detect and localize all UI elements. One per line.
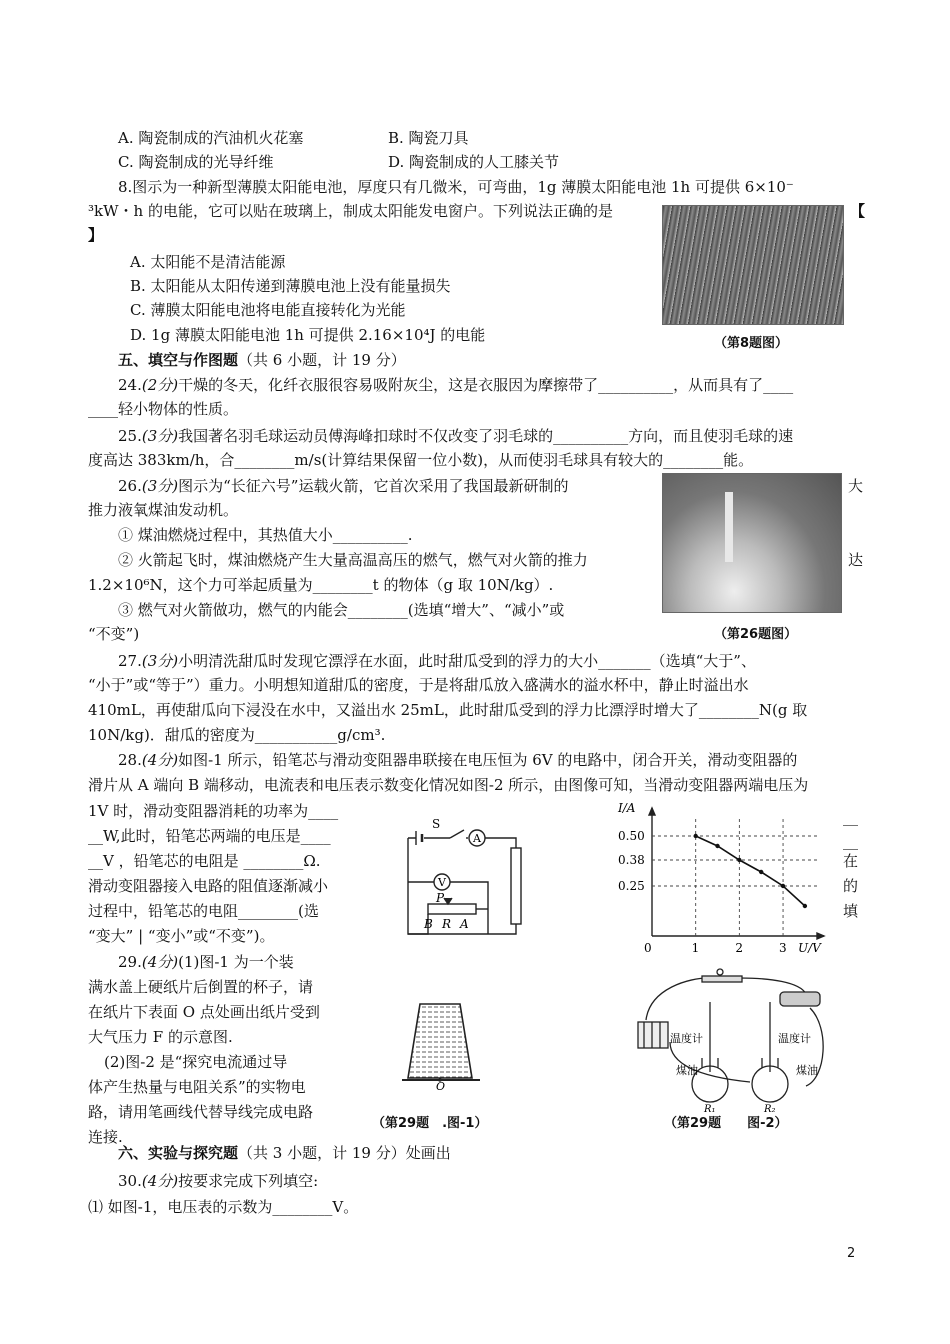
graph-point-0 <box>693 834 697 838</box>
q29-figure1-caption: （第29题 .图-1） <box>372 1116 488 1131</box>
q8-bracket-open: 【 <box>850 202 866 220</box>
q8-option-d: D. 1g 薄膜太阳能电池 1h 可提供 2.16×10⁴J 的电能 <box>130 326 486 344</box>
circuit-label-voltmeter: V <box>438 876 446 889</box>
q24-line2: ____轻小物体的性质。 <box>88 400 239 418</box>
q27-text: 小明清洗甜瓜时发现它漂浮在水面，此时甜瓜受到的浮力的大小_______（选填“大于”、 <box>178 652 756 670</box>
q8-option-a: A. 太阳能不是清洁能源 <box>130 253 286 271</box>
rocket-body <box>725 492 733 562</box>
q8-option-b: B. 太阳能从太阳传递到薄膜电池上没有能量损失 <box>130 277 451 295</box>
q27-line1 <box>118 650 756 672</box>
q25-line2: 度高达 383km/h，合________m/s(计算结果保留一位小数)，从而使羽毛球具有较大的________能。 <box>88 451 754 469</box>
graph-point-1 <box>715 844 719 848</box>
q26-line2: 推力液氧煤油发动机。 <box>88 501 239 519</box>
q30-points: (4分) <box>141 1172 179 1190</box>
circuit-label-b: B <box>424 917 433 931</box>
q7-option-b: B. 陶瓷刀具 <box>388 129 469 147</box>
q7-option-c: C. 陶瓷制成的光导纤维 <box>118 153 274 171</box>
q24-number: 24. <box>118 376 142 394</box>
graph-ytick-0: 0.50 <box>618 829 645 843</box>
q26-text: 图示为“长征六号”运载火箭，它首次采用了我国最新研制的 <box>178 477 569 495</box>
q26-number: 26. <box>118 477 142 495</box>
q28-line8: “变大” | “变小”或“不变”)。 <box>88 927 275 945</box>
q26-figure-caption: （第26题图） <box>714 627 798 642</box>
graph-ylabel: I/A <box>618 801 636 815</box>
q27-line4: 10N/kg)．甜瓜的密度为___________g/cm³. <box>88 726 386 744</box>
q28-number: 28. <box>118 751 142 769</box>
q8-figure-caption: （第8题图） <box>714 336 789 351</box>
q28-text: 如图-1 所示，铅笔芯与滑动变阻器串联接在电压恒为 6V 的电路中，闭合开关，滑动变阻器的 <box>178 751 798 769</box>
q26-line1-end: 大 <box>848 477 864 495</box>
q28-line7: 过程中，铅笔芯的电阻________(选 <box>88 902 319 920</box>
q24-points: (2分) <box>141 376 179 394</box>
circuit-label-s: S <box>432 818 441 831</box>
q26-points: (3分) <box>141 477 179 495</box>
q28-line6: 滑动变阻器接入电路的阻值逐渐减小 <box>88 877 329 895</box>
graph-xtick-0: 1 <box>691 941 700 955</box>
q28-line4: __W,此时，铅笔芯两端的电压是____ <box>88 827 331 845</box>
graph-point-5 <box>803 904 807 908</box>
q27-line2: “小于”或“等于”）重力。小明想知道甜瓜的密度，于是将甜瓜放入盛满水的溢水杯中，静止时溢出水 <box>88 676 749 694</box>
cup-body <box>408 1004 472 1078</box>
q28-right-frag2: __ <box>843 832 858 850</box>
q30-text: 按要求完成下列填空: <box>178 1172 319 1190</box>
q28-iu-graph <box>608 796 836 956</box>
q24-line1 <box>118 374 793 396</box>
q26-rocket-photo <box>662 473 842 613</box>
q26-sub2-cont: 1.2×10⁶N，这个力可举起质量为________t 的物体（g 取 10N/kg）. <box>88 576 554 594</box>
q26-sub1: ① 煤油燃烧过程中，其热值大小__________. <box>118 526 413 544</box>
circuit-label-r: R <box>442 917 452 931</box>
q8-stem-line2: ³kW・h 的电能，它可以贴在玻璃上，制成太阳能发电窗户。下列说法正确的是 <box>88 202 613 220</box>
q8-bracket-close: 】 <box>88 226 104 244</box>
q29-number: 29. <box>118 953 142 971</box>
q30-line1 <box>118 1170 318 1192</box>
q7-option-d: D. 陶瓷制成的人工膝关节 <box>388 153 560 171</box>
q28-points: (4分) <box>141 751 179 769</box>
cup-label-o: O <box>436 1080 446 1090</box>
section5-note: （共 6 小题，计 19 分） <box>238 351 406 369</box>
q26-sub2-end: 达 <box>848 551 864 569</box>
q8-solar-film-photo <box>662 205 844 325</box>
q28-right-frag5: 填 <box>843 902 859 920</box>
section6-tail: 处画出 <box>405 1144 451 1162</box>
oil-label-1: 煤油 <box>676 1064 698 1077</box>
q28-line2: 滑片从 A 端向 B 端移动，电流表和电压表示数变化情况如图-2 所示，由图像可知，当滑动变阻器两端电压为 <box>88 776 809 794</box>
q29-part1-a: (1)图-1 为一个装 <box>178 953 294 971</box>
q29-heating-experiment <box>630 968 840 1116</box>
q26-line1 <box>118 475 568 497</box>
q25-number: 25. <box>118 427 142 445</box>
q27-number: 27. <box>118 652 142 670</box>
q25-text: 我国著名羽毛球运动员傅海峰扣球时不仅改变了羽毛球的__________方向，而且使羽毛球的速 <box>178 427 794 445</box>
graph-ytick-2: 0.25 <box>618 879 645 893</box>
q29-inverted-cup <box>398 1000 488 1090</box>
q26-sub2: ② 火箭起飞时，煤油燃烧产生大量高温高压的燃气，燃气对火箭的推力 <box>118 551 588 569</box>
q29-part1-d: 大气压力 F 的示意图. <box>88 1028 233 1046</box>
q28-line3: 1V 时，滑动变阻器消耗的功率为____ <box>88 802 339 820</box>
q28-line1 <box>118 749 797 771</box>
q7-option-a: A. 陶瓷制成的汽油机火花塞 <box>118 129 304 147</box>
section6-title: 六、实验与探究题 <box>118 1144 239 1162</box>
q29-part1-b: 满水盖上硬纸片后倒置的杯子，请 <box>88 978 314 996</box>
circuit-label-ammeter: A <box>473 832 481 845</box>
q28-line5: __V ，铅笔芯的电阻是 ________Ω. <box>88 852 321 870</box>
oil-label-2: 煤油 <box>796 1064 818 1077</box>
q8-option-c: C. 薄膜太阳能电池将电能直接转化为光能 <box>130 301 406 319</box>
graph-xtick-1: 2 <box>735 941 744 955</box>
resistor-label-r2: R₂ <box>764 1104 776 1115</box>
q24-text: 干燥的冬天，化纤衣服很容易吸附灰尘，这是衣服因为摩擦带了__________，从而具有了____ <box>178 376 794 394</box>
q26-sub3: ③ 燃气对火箭做功，燃气的内能会________(选填“增大”、“减小”或 <box>118 601 565 619</box>
graph-ytick-1: 0.38 <box>618 853 645 867</box>
graph-point-3 <box>759 870 763 874</box>
q30-sub1: ⑴ 如图-1，电压表的示数为________V。 <box>88 1198 359 1216</box>
section5-heading <box>118 349 406 371</box>
graph-point-4 <box>781 884 785 888</box>
q29-part2-c: 路，请用笔画线代替导线完成电路 <box>88 1103 314 1121</box>
q30-number: 30. <box>118 1172 142 1190</box>
q28-right-frag1: __ <box>843 808 858 826</box>
q29-part1-c: 在纸片下表面 O 点处画出纸片受到 <box>88 1003 320 1021</box>
graph-xlabel: U/V <box>798 941 821 955</box>
q25-line1 <box>118 425 793 447</box>
section6-note: （共 3 小题，计 19 分） <box>238 1144 406 1162</box>
q29-points: (4分) <box>141 953 179 971</box>
circuit-label-p: P <box>436 891 445 905</box>
q28-right-frag4: 的 <box>843 877 859 895</box>
q29-part2-a: (2)图-2 是“探究电流通过导 <box>104 1053 288 1071</box>
q29-part2-b: 体产生热量与电阻关系”的实物电 <box>88 1078 306 1096</box>
q29-part2-d: 连接. <box>88 1128 123 1146</box>
graph-series-line <box>696 836 805 906</box>
page-number: 2 <box>847 1246 856 1261</box>
q28-circuit-diagram <box>398 818 548 942</box>
q26-sub3-cont: “不变”) <box>88 625 140 643</box>
q28-right-frag3: 在 <box>843 852 859 870</box>
q27-line3: 410mL，再使甜瓜向下浸没在水中，又溢出水 25mL，此时甜瓜受到的浮力比漂浮时增大了________N(g 取 <box>88 701 808 719</box>
q29-line1 <box>118 951 294 973</box>
section6-heading <box>118 1142 451 1164</box>
graph-origin: 0 <box>644 941 652 955</box>
graph-xtick-2: 3 <box>779 941 787 955</box>
q8-stem-line1: 8.图示为一种新型薄膜太阳能电池，厚度只有几微米，可弯曲，1g 薄膜太阳能电池 1h 可提供 6×10⁻ <box>118 178 794 196</box>
resistor-label-r1: R₁ <box>704 1104 716 1115</box>
circuit-label-a2: A <box>460 917 469 931</box>
thermometer-label-2: 温度计 <box>778 1032 811 1045</box>
section5-title: 五、填空与作图题 <box>118 351 239 369</box>
q25-points: (3分) <box>141 427 179 445</box>
q27-points: (3分) <box>141 652 179 670</box>
graph-point-2 <box>737 858 741 862</box>
q29-figure2-caption: （第29题 图-2） <box>664 1116 788 1131</box>
thermometer-label-1: 温度计 <box>670 1032 703 1045</box>
